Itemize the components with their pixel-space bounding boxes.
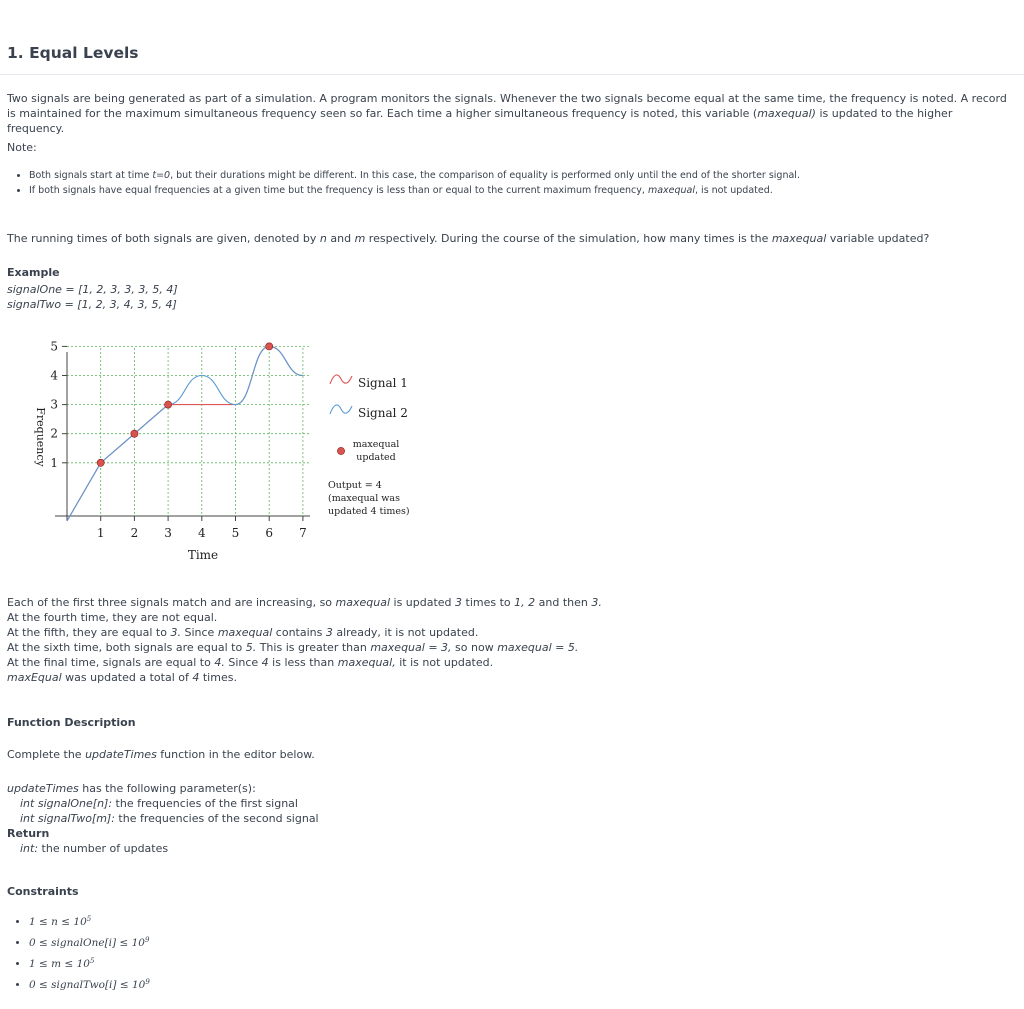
axis-ticks: [50, 340, 306, 540]
y-axis-label: Frequency: [34, 407, 47, 467]
maxequal-update-point: [165, 401, 172, 408]
legend-signal2-icon: [330, 405, 352, 414]
parameter-item: int signalTwo[m]: the frequencies of the second signal: [20, 812, 319, 825]
output-note-line1: Output = 4: [328, 480, 382, 491]
problem-title: 1. Equal Levels: [7, 44, 139, 62]
y-tick-label: 2: [50, 426, 58, 441]
x-axis-label: Time: [187, 548, 219, 562]
x-tick-label: 6: [265, 526, 274, 540]
maxequal-update-point: [97, 459, 104, 466]
example-heading: Example: [7, 266, 60, 279]
constraints-list: [7, 912, 150, 996]
constraints-heading: Constraints: [7, 885, 79, 898]
note-label: Note:: [7, 141, 37, 154]
constraint-item: • 0 ≤ signalOne[i] ≤ $10^9$: [29, 933, 150, 954]
y-tick-label: 3: [50, 397, 58, 412]
return-item: int: the number of updates: [20, 842, 169, 855]
note-item: • Both signals start at time t=0, but their durations might be different. In this case, the comparison of equality is performed only until the end of the shorter signal.: [29, 168, 1007, 183]
constraint-item: • $1 \le n \le 10^5$: [29, 912, 150, 933]
function-description-heading: Function Description: [7, 716, 136, 729]
function-complete-text: Complete the updateTimes function in the editor below.: [7, 748, 315, 761]
title-divider: [0, 74, 1024, 75]
parameters-intro: updateTimes has the following parameter(s):: [7, 782, 256, 795]
explanation-line: At the final time, signals are equal to 4. Since 4 is less than maxequal, it is not updated.: [7, 656, 494, 669]
x-tick-label: 5: [231, 526, 240, 540]
example-signal-two: signalTwo = [1, 2, 3, 4, 3, 5, 4]: [7, 298, 177, 311]
maxequal-update-point: [266, 343, 273, 350]
x-tick-label: 1: [96, 526, 105, 540]
legend-marker-label-line1: maxequal: [352, 439, 400, 450]
x-tick-label: 3: [164, 526, 172, 540]
parameters-block: [7, 781, 607, 856]
note-item: • If both signals have equal frequencies at a given time but the frequency is less than or equal to the current maximum frequency, maxequal, is not updated.: [29, 183, 1007, 198]
x-tick-label: 4: [197, 526, 206, 540]
notes-list: [7, 168, 1007, 198]
legend-marker-icon: [337, 447, 344, 454]
output-note-line2: (maxequal was: [328, 493, 400, 504]
legend-signal2-label: Signal 2: [358, 406, 408, 420]
signal-chart: [0, 340, 440, 580]
example-inputs: [7, 282, 178, 312]
constraint-item: • $1 \le m \le 10^5$: [29, 954, 150, 975]
parameter-item: int signalOne[n]: the frequencies of the first signal: [20, 797, 298, 810]
x-tick-label: 7: [299, 526, 307, 540]
example-explanation: [7, 595, 1007, 685]
example-signal-one: signalOne = [1, 2, 3, 3, 3, 5, 4]: [7, 283, 178, 296]
maxequal-update-point: [131, 430, 138, 437]
explanation-line: At the fourth time, they are not equal.: [7, 611, 218, 624]
chart-grid: [67, 346, 310, 516]
explanation-line: At the sixth time, both signals are equal to 5. This is greater than maxequal = 3, so now maxequal = 5.: [7, 641, 579, 654]
problem-intro: Two signals are being generated as part of a simulation. A program monitors the signals. Whenever the two signals become equal at the same time, the frequency is noted. A record is maintained for the maximum simultaneous frequency seen so far. Each time a higher simultaneous frequency is noted, this variable (maxequal) is updated to the higher frequency.: [7, 92, 1007, 135]
y-tick-label: 5: [50, 340, 58, 354]
legend-signal1-label: Signal 1: [358, 376, 408, 390]
return-heading: Return: [7, 827, 50, 840]
running-times-question: The running times of both signals are given, denoted by n and m respectively. During the course of the simulation, how many times is the maxequal variable updated?: [7, 232, 930, 245]
legend-signal1-icon: [330, 375, 352, 384]
y-tick-label: 4: [50, 368, 58, 383]
output-note-line3: updated 4 times): [328, 506, 410, 517]
x-tick-label: 2: [130, 526, 139, 540]
legend-marker-label-line2: updated: [356, 452, 396, 463]
explanation-line: At the fifth, they are equal to 3. Since maxequal contains 3 already, it is not updated.: [7, 626, 479, 639]
constraint-item: • 0 ≤ signalTwo[i] ≤ $10^9$: [29, 975, 150, 996]
explanation-line: Each of the first three signals match and are increasing, so maxequal is updated 3 times to 1, 2 and then 3.: [7, 596, 602, 609]
explanation-line: maxEqual was updated a total of 4 times.: [7, 671, 237, 684]
y-tick-label: 1: [50, 455, 58, 470]
